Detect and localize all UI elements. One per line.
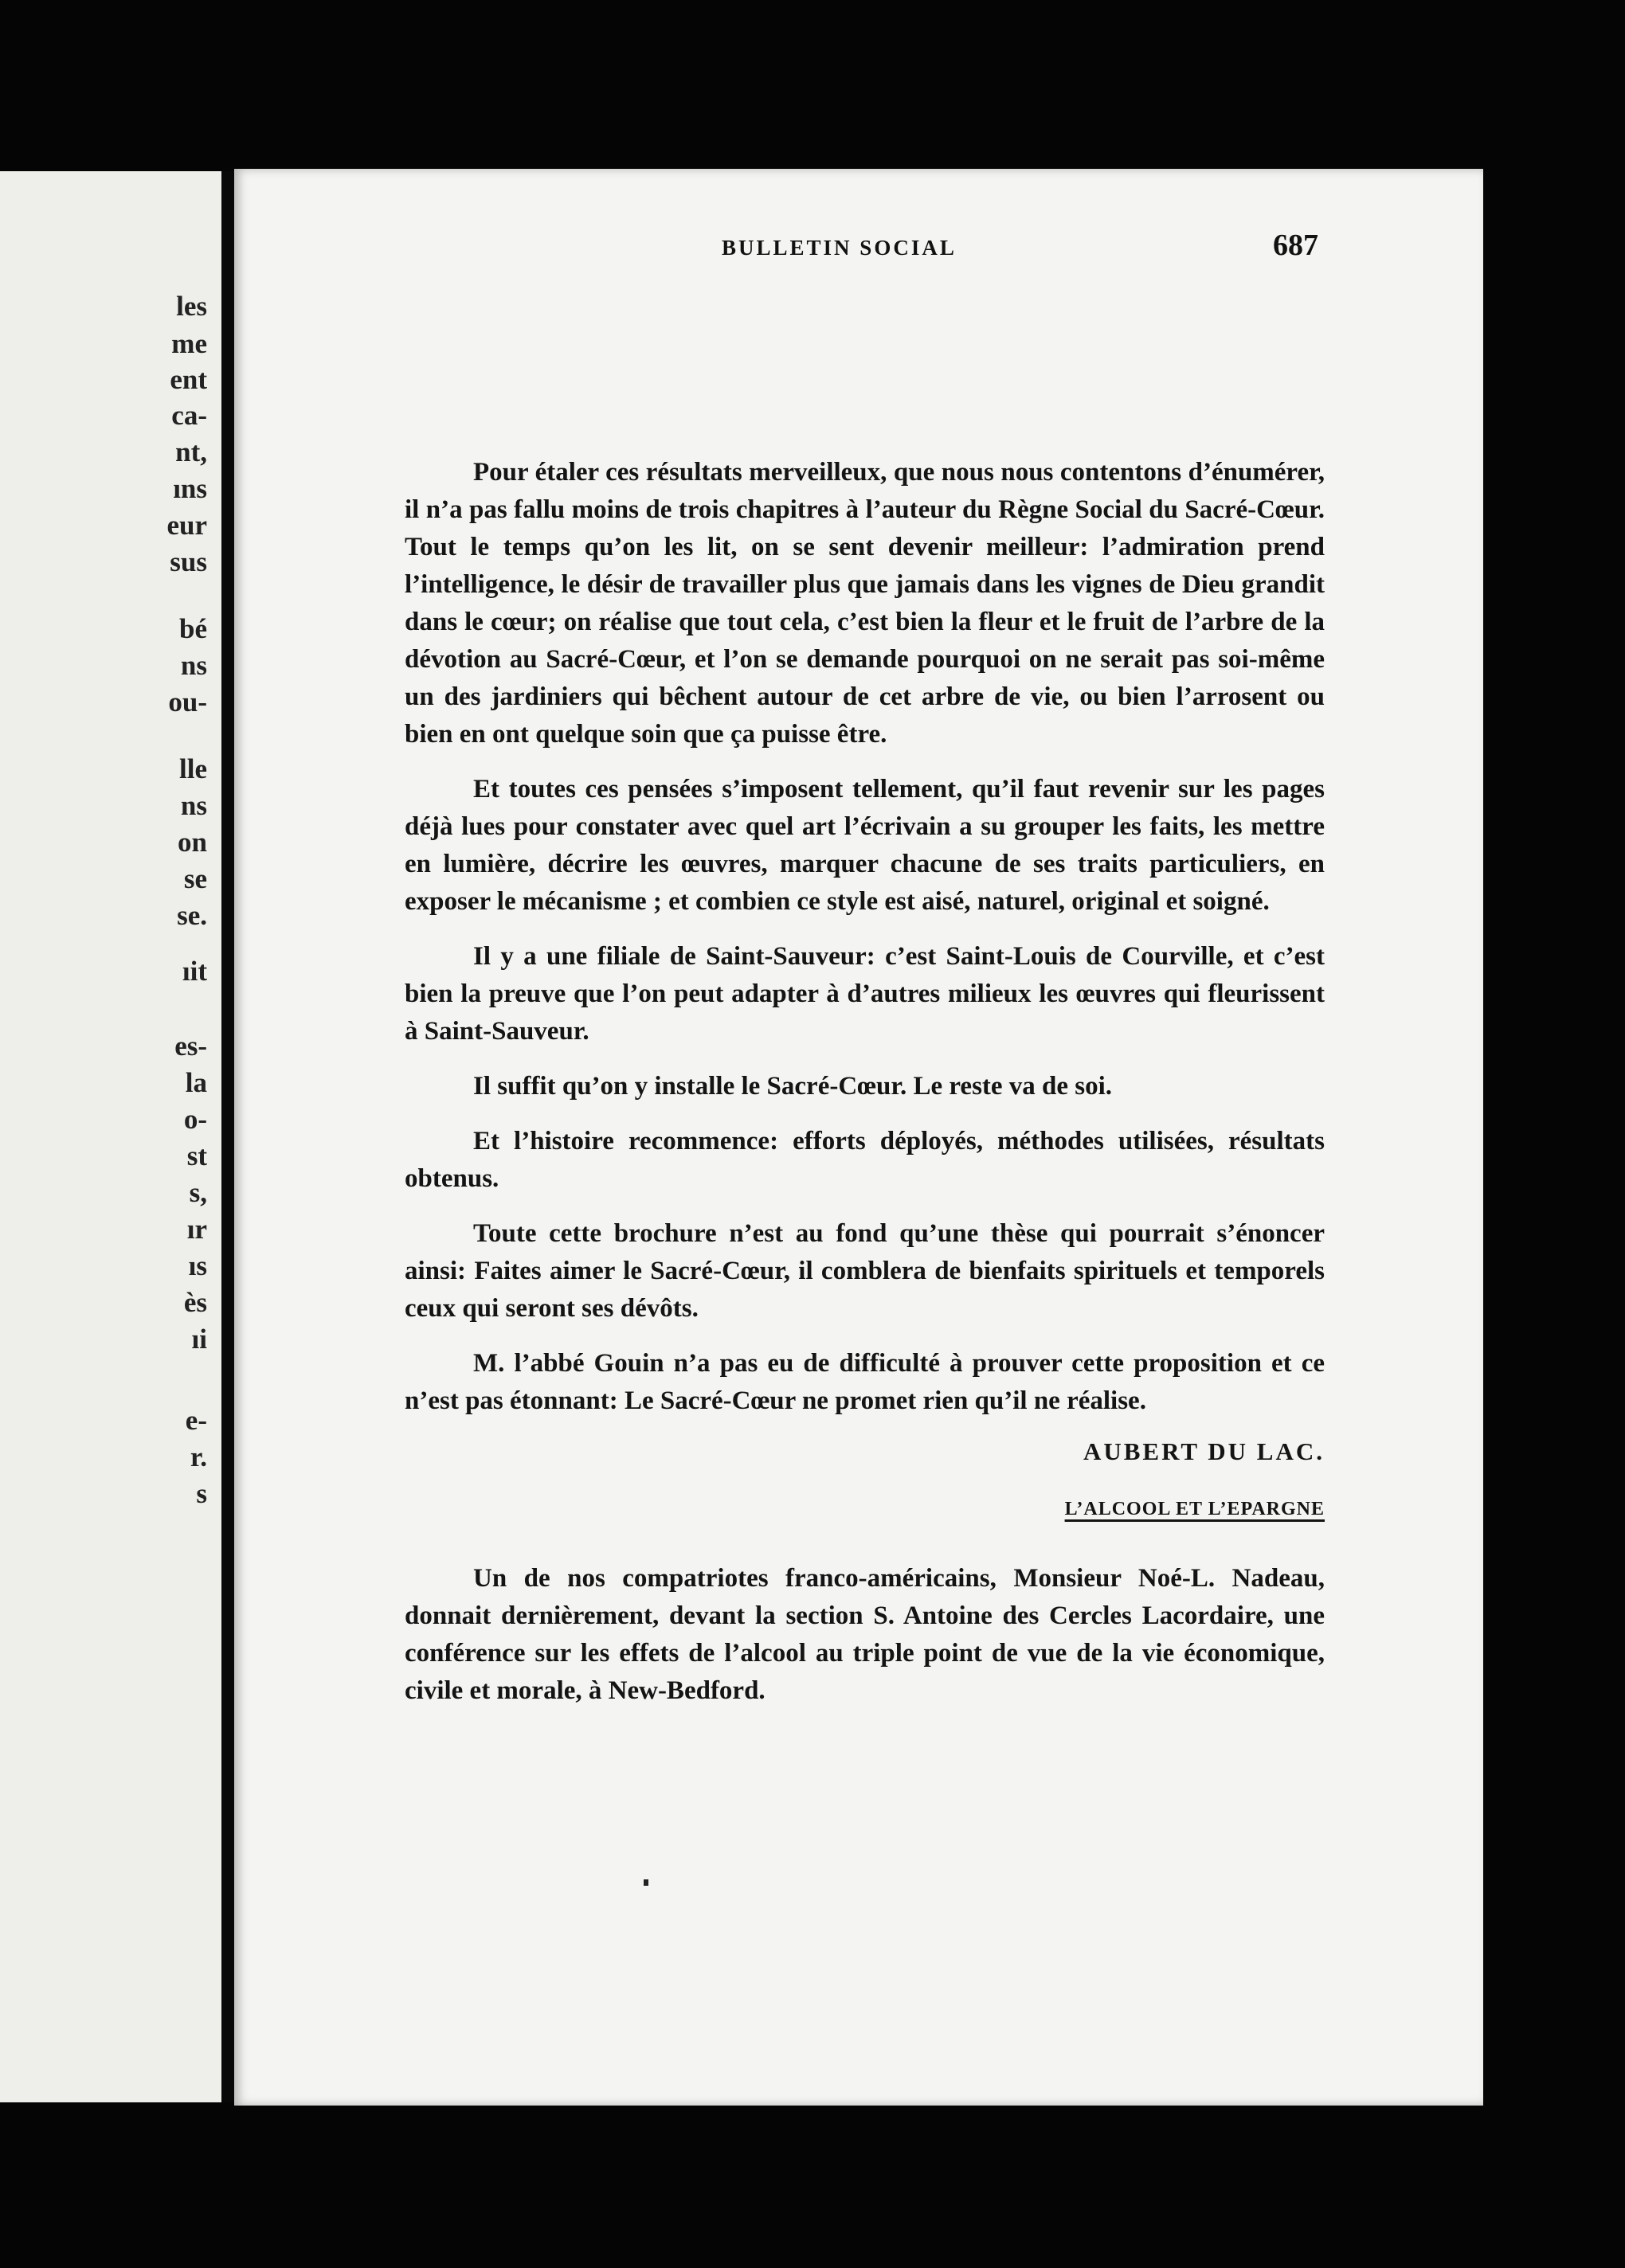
left-fragment: nt, (175, 436, 207, 467)
left-fragment: r. (190, 1441, 207, 1472)
left-fragment: s, (189, 1177, 207, 1208)
left-fragment: ıns (173, 473, 207, 504)
left-fragment: ır (186, 1214, 207, 1245)
left-fragment: se. (177, 900, 207, 931)
left-fragment: ıi (191, 1324, 207, 1355)
left-fragment: ns (180, 650, 207, 681)
paragraph-2: Et toutes ces pensées s’imposent tellement, qu’il faut revenir sur les pages déjà lues pour constater avec quel art l’écrivain a su grouper les faits, les mettre en lumière, décrire les œuvres, marquer chacune de ses traits particuliers, en exposer le mécanisme ; et combien ce style est aisé, naturel, original et soigné. (405, 775, 1325, 916)
left-fragment: lle (179, 753, 207, 784)
paragraph-7: M. l’abbé Gouin n’a pas eu de difficulté à prouver cette proposition et ce n’est pas étonnant: Le Sacré-Cœur ne promet rien qu’il ne réalise. (405, 1349, 1325, 1415)
left-fragment: sus (170, 546, 207, 577)
left-fragment: s (196, 1478, 207, 1509)
section-paragraph: Un de nos compatriotes franco-américains, Monsieur Noé-L. Nadeau, donnait dernièrement, devant la section S. Antoine des Cercles Lacordaire, une conférence sur les effets de l’alcool au triple point de vue de la vie économique, civile et morale, à New-Bedford. (405, 1564, 1325, 1705)
left-fragment: ent (170, 364, 207, 395)
ink-speck (644, 1879, 648, 1886)
left-fragment: o- (183, 1104, 207, 1135)
left-fragment: on (178, 827, 207, 858)
left-fragment: la (185, 1067, 207, 1098)
paragraph-6: Toute cette brochure n’est au fond qu’une thèse qui pourrait s’énoncer ainsi: Faites aimer le Sacré-Cœur, il comblera de bienfaits spirituels et temporels ceux qui seront ses dévôts. (405, 1219, 1325, 1323)
left-page (0, 171, 221, 2102)
left-fragment: e- (185, 1405, 207, 1436)
left-fragment: me (171, 328, 207, 359)
paragraph-3: Il y a une filiale de Saint-Sauveur: c’est Saint-Louis de Courville, et c’est bien la preuve que l’on peut adapter à d’autres milieux les œuvres qui fleurissent à Saint-Sauveur. (405, 942, 1325, 1046)
left-fragment: ès (183, 1287, 207, 1318)
left-fragment: es- (174, 1030, 207, 1062)
left-fragment: eur (166, 510, 207, 541)
running-title: BULLETIN SOCIAL (722, 236, 957, 260)
left-fragment: st (186, 1140, 207, 1171)
left-fragment: les (176, 291, 207, 322)
section-heading: L’ALCOOL ET L’EPARGNE (1064, 1499, 1325, 1519)
left-fragment: bé (179, 613, 207, 644)
left-fragment: ca- (171, 400, 207, 431)
left-fragment: ns (180, 790, 207, 821)
book-spine (221, 171, 234, 2102)
left-fragment: ıit (182, 956, 207, 987)
left-fragment: ıs (188, 1250, 207, 1281)
page-header (487, 231, 1318, 271)
article-body (405, 454, 1325, 1727)
page-number: 687 (1273, 229, 1318, 262)
paragraph-4: Il suffit qu’on y installe le Sacré-Cœur. Le reste va de soi. (473, 1072, 1113, 1101)
left-fragment: se (183, 863, 207, 894)
left-fragment: ou- (168, 686, 207, 718)
paragraph-1: Pour étaler ces résultats merveilleux, que nous nous contentons d’énumérer, il n’a pas fallu moins de trois chapitres à l’auteur du Règne Social du Sacré-Cœur. Tout le temps qu’on les lit, on se sent devenir meilleur: l’admiration prend l’intelligence, le désir de travailler plus que jamais dans les vignes de Dieu grandit dans le cœur; on réalise que tout cela, c’est bien la fleur et le fruit de l’arbre de la dévotion au Sacré-Cœur, et l’on se demande pourquoi on ne serait pas soi-même un des jardiniers qui bêchent autour de cet arbre de vie, ou bien l’arrosent ou bien en ont quelque soin que ça puisse être. (405, 458, 1325, 749)
paragraph-5: Et l’histoire recommence: efforts déployés, méthodes utilisées, résultats obtenus. (405, 1127, 1325, 1193)
author-signature: AUBERT DU LAC. (1083, 1437, 1325, 1465)
